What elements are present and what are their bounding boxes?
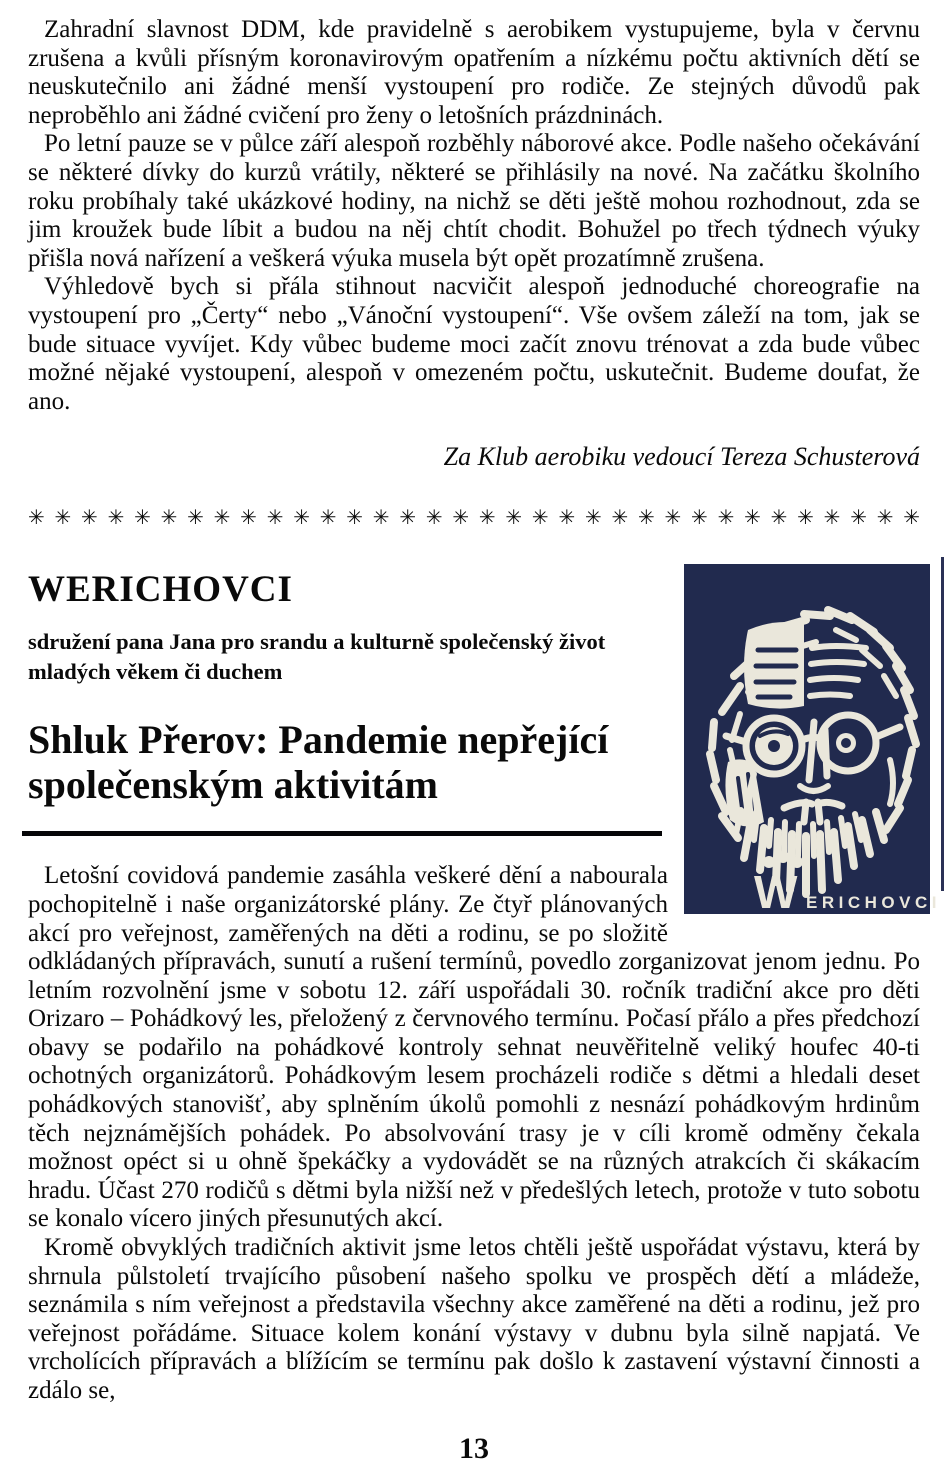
- article-title: Shluk Přerov: Pandemie nepřející společenským aktivitám: [28, 717, 609, 808]
- werich-portrait-illustration: [684, 564, 941, 919]
- aerobik-paragraph-3: Výhledově bych si přála stihnout nacvičit alespoň jednoduché choreografie na vystoupení pro „Čerty“ nebo „Vánoční vystoupení“. Vše ovšem záleží na tom, jak se bude situace vyvíjet. Kdy vůbec budeme moci začít znovu trénovat a zda bude vůbec možné nějaké vystoupení, alespoň v omezeném počtu, uskutečnit. Budeme doufat, že ano.: [28, 273, 920, 415]
- asterisk-separator: ✳ ✳ ✳ ✳ ✳ ✳ ✳ ✳ ✳ ✳ ✳ ✳ ✳ ✳ ✳ ✳ ✳ ✳ ✳ ✳ ✳ ✳ ✳ ✳ ✳ ✳ ✳ ✳ ✳ ✳ ✳ ✳ ✳ ✳: [28, 505, 920, 530]
- section-subtitle: sdružení pana Jana pro srandu a kulturně společenský život mladých věkem či duchem: [28, 629, 606, 685]
- werich-paragraph-2: Kromě obvyklých tradičních aktivit jsme letos chtěli ještě uspořádat výstavu, která by shrnula půlstoletí trvajícího působení našeho spolku ve prospěch dětí a mládeže, seznámila s ním veřejnost a představila všechny akce zaměřené na děti a rodinu, jež pro veřejnost pořádáme. Situace kolem konání výstavy v dubnu byla silně napjatá. Ve vrcholících přípravách a blížícím se termínu pak došlo k zastavení výstavní činnosti a zdálo se,: [28, 1234, 920, 1404]
- page-number: 13: [459, 1431, 489, 1465]
- section-heading: WERICHOVCI: [28, 569, 293, 611]
- werichovci-section: [28, 568, 941, 1405]
- logo-big-w: W: [754, 866, 798, 919]
- scan-edge-artifact: [941, 557, 944, 891]
- logo-wordmark-text: ERICHOVCI: [806, 893, 941, 913]
- aerobik-paragraph-2: Po letní pauze se v půlce září alespoň rozběhly náborové akce. Podle našeho očekávání se některé dívky do kurzů vrátily, některé se přihlásily na nové. Na začátku školního roku probíhaly také ukázkové hodiny, na nichž se děti ještě mohou rozhodnout, zda se jim kroužek bude líbit a budou na něj chtít chodit. Bohužel po třech týdnech výuky přišla nová nařízení a veškerá výuka musela být opět prozatímně zrušena.: [28, 130, 920, 272]
- werichovci-logo-image: [684, 564, 941, 919]
- title-rule: [22, 831, 662, 836]
- werich-paragraph-1: Letošní covidová pandemie zasáhla veškeré dění a nabourala pochopitelně i naše organizátorské plány. Ze čtyř plánovaných akcí pro veřejnost, zaměřených na děti a rodinu, se po složitě odkládaných přípravách, sunutí a rušení termínů, povedlo zorganizovat jenom jednu. Po letním rozvolnění jsme v sobotu 12. září uspořádali 30. ročník tradiční akce pro děti Orizaro – Pohádkový les, přeložený z červnového termínu. Počasí přálo a přes předchozí obavy se podařilo na pohádkové kontroly sehnat neuvěřitelně veliký houfec 40-ti ochotných organizátorů. Pohádkovým lesem procházeli rodiče s dětmi a hledali deset pohádkových stanovišť, aby splněním úkolů pomohli z nesnází pohádkovým hrdinům těch nejznámějších pohádek. Po absolvování trasy je v cíli kromě odměny čekala možnost opéct si u ohně špekáčky a vydovádět se na různých atrakcích či skákacím hradu. Účast 270 rodičů s dětmi byla nižší než v předešlých letech, protože v tuto sobotu se konalo vícero jiných přesunutých akcí.: [28, 862, 920, 1233]
- aerobik-article-section: [28, 16, 920, 472]
- article-signature: Za Klub aerobiku vedoucí Tereza Schusterová: [443, 442, 920, 472]
- aerobik-paragraph-1: Zahradní slavnost DDM, kde pravidelně s aerobikem vystupujeme, byla v červnu zrušena a kvůli přísným koronavirovým opatřením a nízkému počtu aktivních dětí se neuskutečnilo ani žádné menší vystoupení pro rodiče. Ze stejných důvodů pak neproběhlo ani žádné cvičení pro ženy o letošních prázdninách.: [28, 16, 920, 129]
